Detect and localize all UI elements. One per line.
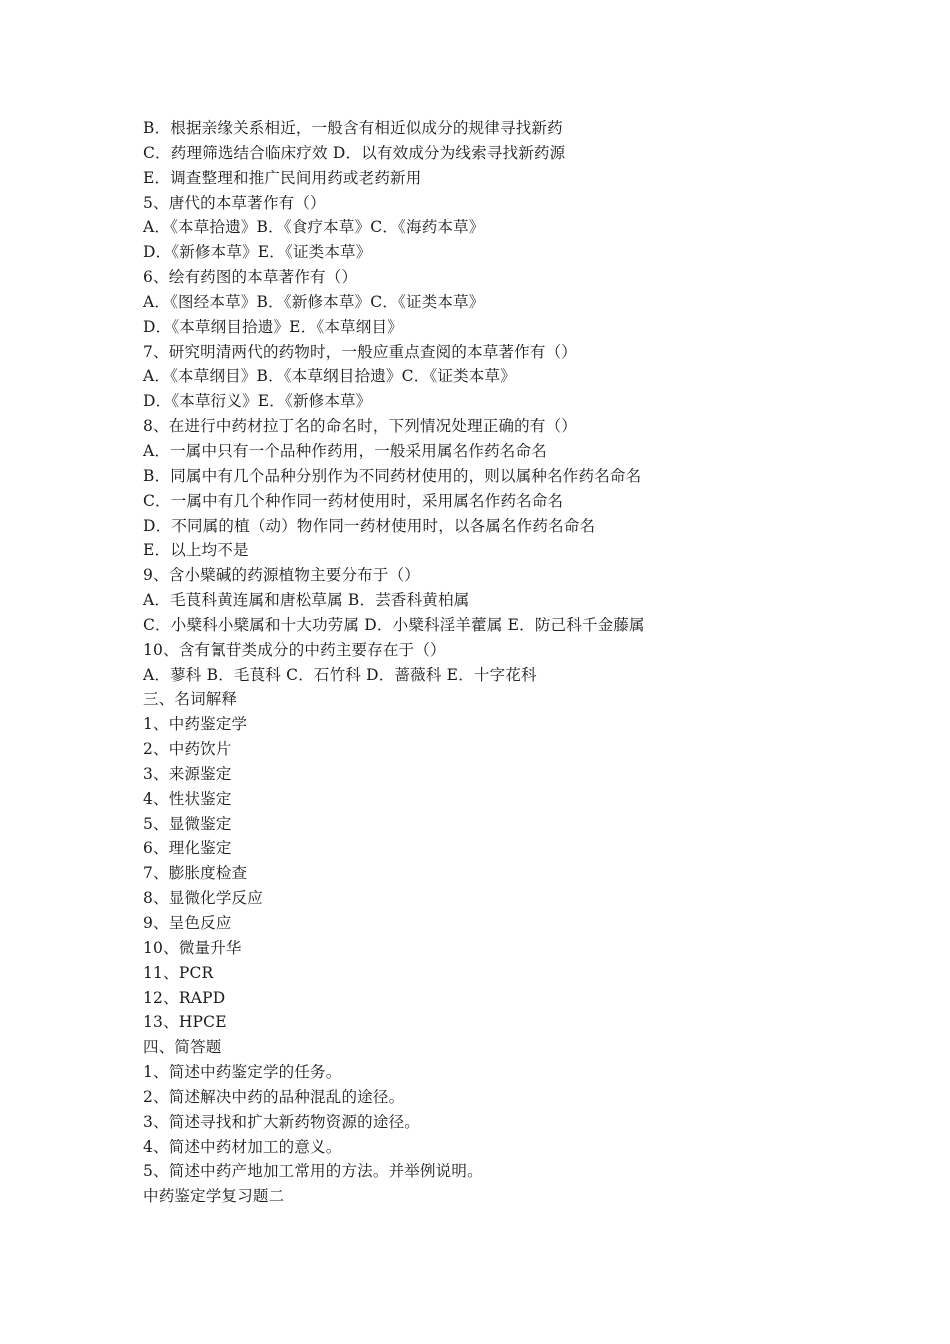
- list-item: 12、RAPD: [143, 988, 226, 1007]
- section-heading-terms: 三、名词解释: [143, 690, 238, 709]
- text-line: E．以上均不是: [143, 541, 249, 560]
- document-title-next: 中药鉴定学复习题二: [143, 1187, 285, 1206]
- question-5: 5、唐代的本草著作有（）: [143, 193, 326, 212]
- text-line: A．《图经本草》B．《新修本草》C．《证类本草》: [143, 292, 485, 311]
- list-item: 2、中药饮片: [143, 740, 232, 759]
- question-6: 6、绘有药图的本草著作有（）: [143, 268, 358, 287]
- list-item: 3、来源鉴定: [143, 764, 232, 783]
- question-8: 8、在进行中药材拉丁名的命名时，下列情况处理正确的有（）: [143, 417, 577, 436]
- text-line: E．调查整理和推广民间用药或老药新用: [143, 168, 422, 187]
- document-page: [143, 116, 903, 1209]
- section-heading-short-answer: 四、简答题: [143, 1038, 222, 1057]
- list-item: 8、显微化学反应: [143, 889, 263, 908]
- text-line: C．一属中有几个种作同一药材使用时，采用属名作药名命名: [143, 491, 564, 510]
- list-item: 4、性状鉴定: [143, 789, 232, 808]
- list-item: 4、简述中药材加工的意义。: [143, 1137, 342, 1156]
- list-item: 6、理化鉴定: [143, 839, 232, 858]
- text-line: D．《本草纲目拾遗》E．《本草纲目》: [143, 317, 403, 336]
- list-item: 2、简述解决中药的品种混乱的途径。: [143, 1087, 405, 1106]
- text-line: D．《新修本草》E．《证类本草》: [143, 243, 372, 262]
- text-line: B．根据亲缘关系相近，一般含有相近似成分的规律寻找新药: [143, 119, 563, 137]
- text-line: A．毛茛科黄连属和唐松草属 B．芸香科黄柏属: [143, 591, 470, 610]
- text-line: D．不同属的植（动）物作同一药材使用时，以各属名作药名命名: [143, 516, 596, 535]
- list-item: 7、膨胀度检查: [143, 864, 248, 883]
- question-10: 10、含有氰苷类成分的中药主要存在于（）: [143, 640, 446, 659]
- question-7: 7、研究明清两代的药物时，一般应重点查阅的本草著作有（）: [143, 342, 577, 361]
- list-item: 1、简述中药鉴定学的任务。: [143, 1063, 342, 1082]
- text-line: D．《本草衍义》E．《新修本草》: [143, 392, 372, 411]
- text-line: A．蓼科 B．毛茛科 C．石竹科 D．蔷薇科 E．十字花科: [143, 665, 537, 684]
- list-item: 5、简述中药产地加工常用的方法。并举例说明。: [143, 1162, 483, 1181]
- list-item: 3、简述寻找和扩大新药物资源的途径。: [143, 1112, 420, 1131]
- text-line: C．小檗科小檗属和十大功劳属 D．小檗科淫羊藿属 E．防己科千金藤属: [143, 615, 645, 634]
- question-9: 9、含小檗碱的药源植物主要分布于（）: [143, 566, 420, 585]
- list-item: 1、中药鉴定学: [143, 715, 248, 734]
- text-line: A．《本草纲目》B．《本草纲目拾遗》C．《证类本草》: [143, 367, 516, 386]
- list-item: 5、显微鉴定: [143, 814, 232, 833]
- list-item: 13、HPCE: [143, 1013, 227, 1032]
- text-line: A．《本草拾遗》B．《食疗本草》C．《海药本草》: [143, 218, 485, 237]
- text-line: B．同属中有几个品种分别作为不同药材使用的，则以属种名作药名命名: [143, 466, 642, 485]
- text-line: C．药理筛选结合临床疗效 D．以有效成分为线索寻找新药源: [143, 143, 566, 162]
- list-item: 9、呈色反应: [143, 914, 232, 932]
- list-item: 10、微量升华: [143, 938, 242, 957]
- list-item: 11、PCR: [143, 963, 214, 982]
- text-line: A．一属中只有一个品种作药用，一般采用属名作药名命名: [143, 441, 547, 460]
